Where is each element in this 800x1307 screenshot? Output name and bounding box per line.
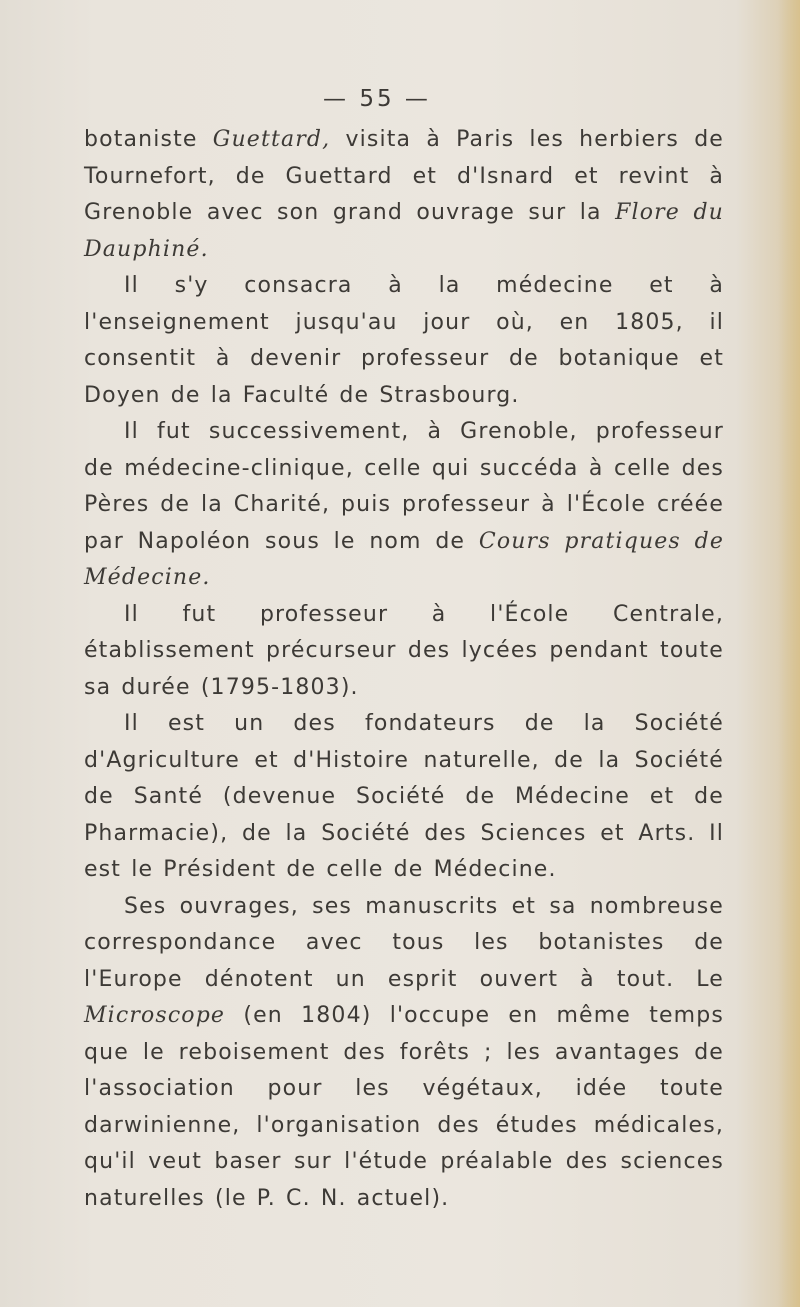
text-run: Ses ouvrages, ses manuscrits et sa nombreuse correspondance avec tous les botanistes de l'Europe dénotent un esprit ouvert à tout. Le [84,893,724,992]
text-run: Il est un des fondateurs de la Société d'Agriculture et d'Histoire naturelle, de la Société de Santé (devenue Société de Médecine et de Pharmacie), de la Société des Sciences et Arts. Il est le Président de celle de Médecine. [84,711,724,882]
body-text [84,122,724,1217]
paragraph [84,706,724,889]
text-run: botaniste [84,127,213,152]
italic-text: Microscope [84,1003,226,1028]
italic-text: Cours pratiques de Médecine. [84,528,724,590]
page-number: — 55 — [323,86,431,112]
paragraph [84,414,724,597]
text-run: Il fut successivement, à Grenoble, professeur de médecine-clinique, celle qui succéda à celle des Pères de la Charité, puis professeur à l'École créée par Napoléon sous le nom de [84,419,724,554]
paragraph [84,268,724,414]
text-run: (en 1804) l'occupe en même temps que le reboisement des forêts ; les avantages de l'association pour les végétaux, idée toute darwinienne, l'organisation des études médicales, qu'il veut baser sur l'étude préalable des sciences naturelles (le P. C. N. actuel). [84,1003,724,1211]
text-run: visita à Paris les herbiers de Tournefort, de Guettard et d'Isnard et revint à Grenoble avec son grand ouvrage sur la [84,127,724,225]
italic-text: Guettard, [212,127,331,152]
paragraph [84,597,724,707]
text-run: Il fut professeur à l'École Centrale, établissement précurseur des lycées pendant toute sa durée (1795-1803). [84,601,724,700]
text-run: Il s'y consacra à la médecine et à l'enseignement jusqu'au jour où, en 1805, il consentit à devenir professeur de botanique et Doyen de la Faculté de Strasbourg. [84,273,724,408]
page-edge-shading [778,0,800,1307]
paragraph [84,889,724,1218]
paragraph [84,122,724,268]
italic-text: Flore du Dauphiné. [84,200,724,262]
